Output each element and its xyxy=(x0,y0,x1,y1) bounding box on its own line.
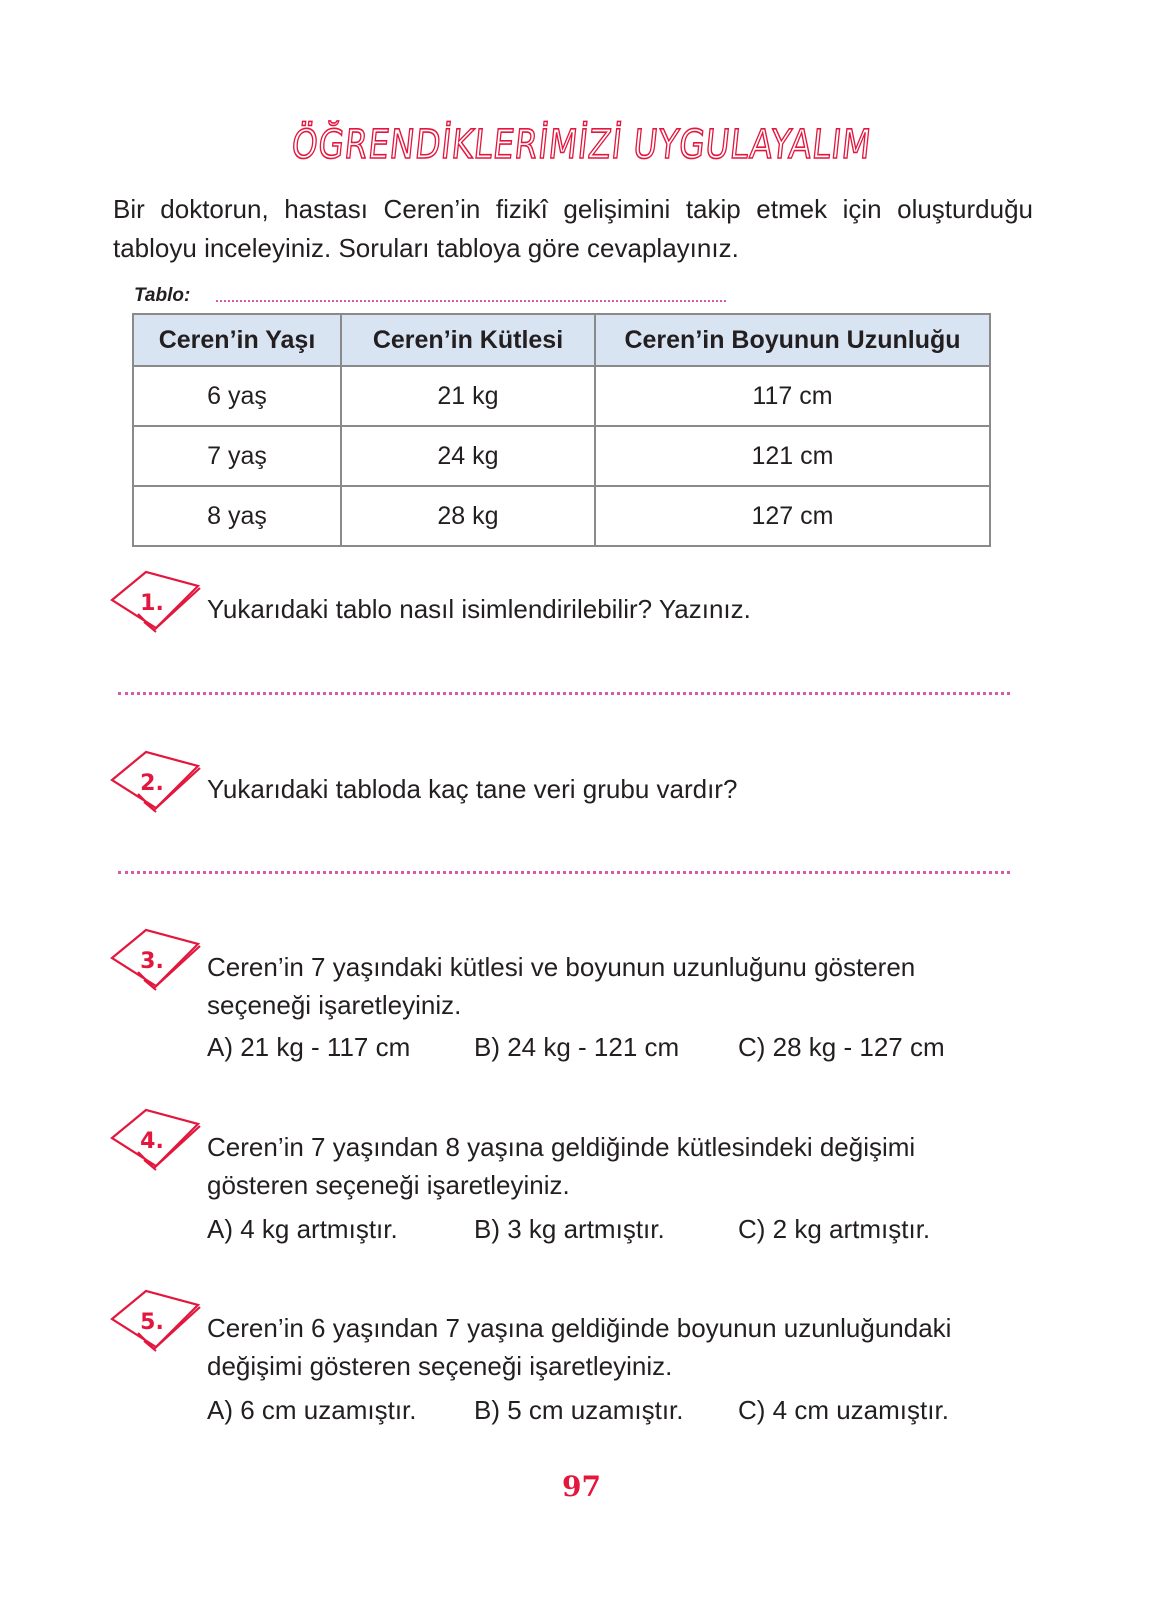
question-number-badge-icon xyxy=(108,1283,204,1360)
question-text: Yukarıdaki tabloda kaç tane veri grubu vardır? xyxy=(207,774,738,804)
answer-line-2[interactable] xyxy=(118,871,1010,874)
option-a[interactable]: A) 21 kg - 117 cm xyxy=(207,1032,411,1062)
option-b[interactable]: B) 5 cm uzamıştır. xyxy=(474,1395,684,1425)
table-caption-blank[interactable] xyxy=(216,300,726,302)
question-number-badge-icon xyxy=(108,922,204,999)
header-age: Ceren’in Yaşı xyxy=(133,314,341,366)
svg-text:2.: 2. xyxy=(140,771,164,796)
option-a[interactable]: A) 6 cm uzamıştır. xyxy=(207,1395,417,1425)
table-row xyxy=(133,486,990,546)
question-text: Ceren’in 7 yaşından 8 yaşına geldiğinde kütlesindeki değişimi gösteren seçeneği işaretleyiniz. xyxy=(207,1132,916,1200)
header-mass: Ceren’in Kütlesi xyxy=(341,314,595,366)
header-height: Ceren’in Boyunun Uzunluğu xyxy=(595,314,990,366)
option-a[interactable]: A) 4 kg artmıştır. xyxy=(207,1214,398,1244)
cell-height: 121 cm xyxy=(595,426,990,486)
table-row xyxy=(133,366,990,426)
table-caption-label: Tablo: xyxy=(134,285,191,306)
question-number-badge-icon xyxy=(108,564,204,641)
cell-mass: 28 kg xyxy=(341,486,595,546)
question-number-badge-icon xyxy=(108,744,204,821)
answer-line-1[interactable] xyxy=(118,692,1010,695)
svg-text:4.: 4. xyxy=(140,1129,164,1154)
intro-paragraph: Bir doktorun, hastası Ceren’in fizikî gelişimini takip etmek için oluşturduğu tabloyu inceleyiniz. Soruları tabloya göre cevaplayınız. xyxy=(113,194,1033,263)
table-header-row xyxy=(133,314,990,366)
option-b[interactable]: B) 24 kg - 121 cm xyxy=(474,1032,680,1062)
page-title: ÖĞRENDİKLERİMİZİ UYGULAYALIM xyxy=(289,122,874,168)
svg-text:5.: 5. xyxy=(140,1310,164,1335)
cell-age: 7 yaş xyxy=(133,426,341,486)
option-b[interactable]: B) 3 kg artmıştır. xyxy=(474,1214,665,1244)
svg-text:3.: 3. xyxy=(140,949,164,974)
cell-age: 8 yaş xyxy=(133,486,341,546)
question-text: Ceren’in 6 yaşından 7 yaşına geldiğinde boyunun uzunluğundaki değişimi gösteren seçeneği işaretleyiniz. xyxy=(207,1313,952,1381)
growth-table xyxy=(132,313,991,547)
cell-height: 117 cm xyxy=(595,366,990,426)
page-number: 97 xyxy=(562,1470,601,1503)
table-row xyxy=(133,426,990,486)
svg-text:1.: 1. xyxy=(140,591,164,616)
cell-height: 127 cm xyxy=(595,486,990,546)
option-c[interactable]: C) 2 kg artmıştır. xyxy=(738,1214,931,1244)
question-text: Yukarıdaki tablo nasıl isimlendirilebilir? Yazınız. xyxy=(207,594,751,624)
option-c[interactable]: C) 28 kg - 127 cm xyxy=(738,1032,945,1062)
cell-mass: 21 kg xyxy=(341,366,595,426)
cell-mass: 24 kg xyxy=(341,426,595,486)
option-c[interactable]: C) 4 cm uzamıştır. xyxy=(738,1395,949,1425)
question-text: Ceren’in 7 yaşındaki kütlesi ve boyunun uzunluğunu gösteren seçeneği işaretleyiniz. xyxy=(207,952,916,1020)
question-number-badge-icon xyxy=(108,1102,204,1179)
cell-age: 6 yaş xyxy=(133,366,341,426)
